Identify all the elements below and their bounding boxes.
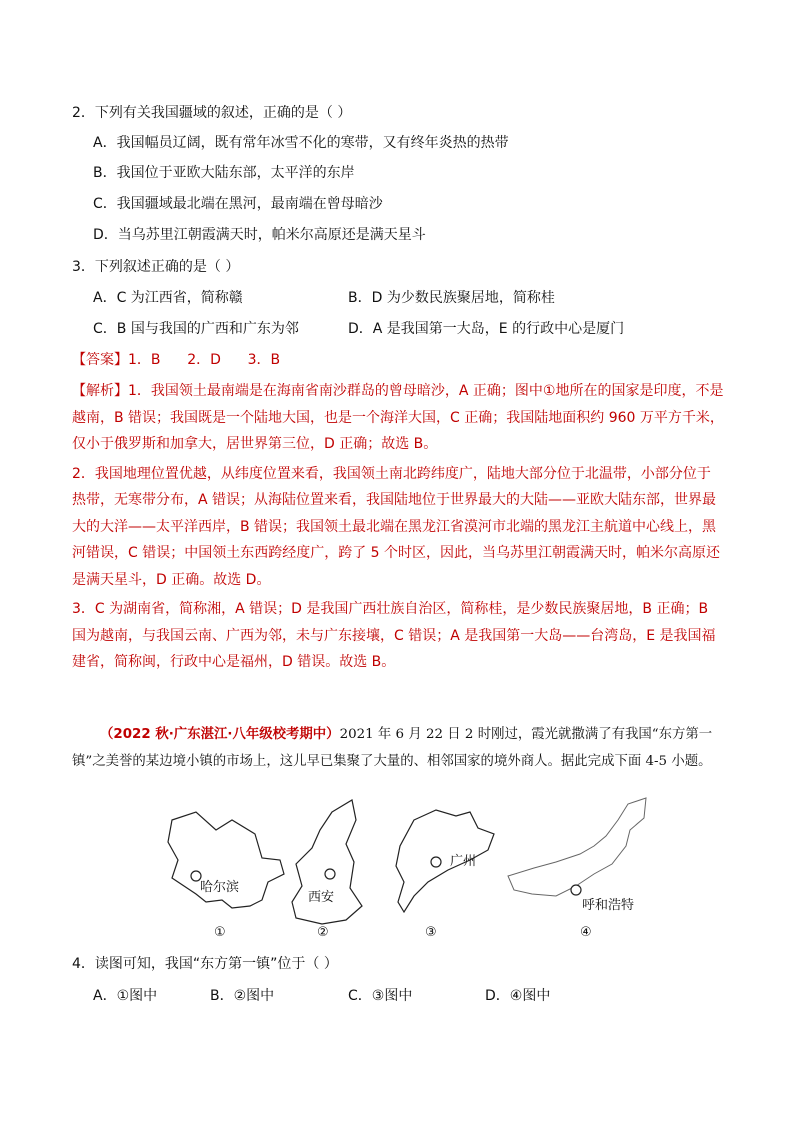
map-label-hohhot: 呼和浩特	[582, 898, 635, 913]
analysis-p1: 【解析】1．我国领土最南端是在海南省南沙群岛的曾母暗沙，A 正确；图中①地所在的国家是印度，不是越南，B 错误；我国既是一个陆地大国，也是一个海洋大国，C 正确；我国陆地面积约 960 万平方千米，仅小于俄罗斯和加拿大，居世界第三位，D 正确；故选 B。	[72, 383, 724, 452]
q3-option-d: D．A 是我国第一大岛，E 的行政中心是厦门	[348, 321, 625, 337]
map-number-3: ③	[425, 925, 437, 940]
q3-option-c: C．B 国与我国的广西和广东为邻	[93, 321, 299, 337]
map-label-guangzhou: 广州	[450, 854, 477, 869]
q4-option-a: A．①图中	[93, 988, 158, 1004]
analysis-block	[72, 378, 724, 676]
map-number-4: ④	[580, 925, 592, 940]
q2-option-b: B．我国位于亚欧大陆东部，太平洋的东岸	[93, 165, 355, 181]
q2-option-a: A．我国幅员辽阔，既有常年冰雪不化的寒带，又有终年炎热的热带	[93, 135, 509, 151]
map-number-2: ②	[317, 925, 329, 940]
map-guangdong	[396, 810, 494, 912]
answer-line	[72, 350, 280, 370]
map-inner-mongolia	[508, 798, 646, 896]
q2-option-d: D．当乌苏里江朝霞满天时，帕米尔高原还是满天星斗	[93, 227, 426, 243]
province-maps	[0, 790, 794, 950]
q2-option-c: C．我国疆域最北端在黑河，最南端在曾母暗沙	[93, 196, 383, 212]
q4-stem: 4．读图可知，我国“东方第一镇”位于（ ）	[72, 956, 338, 972]
material-intro	[72, 722, 724, 775]
q3-option-b: B．D 为少数民族聚居地，简称桂	[348, 290, 555, 306]
analysis-label: 【解析】	[72, 383, 128, 399]
intro-text: 2021 年 6 月 22 日 2 时刚过，霞光就撒满了有我国“东方第一镇”之美誉的某边境小镇的市场上，这儿早已集聚了大量的、相邻国家的境外商人。据此完成下面 4-5 小题。	[72, 727, 713, 769]
analysis-p3: 3．C 为湖南省，简称湘，A 错误；D 是我国广西壮族自治区，简称桂，是少数民族聚居地，B 正确；B 国为越南，与我国云南、广西为邻，未与广东接壤，C 错误；A 是我国第一大岛——台湾岛，E 是我国福建省，简称闽，行政中心是福州，D 错误。故选 B。	[72, 601, 716, 670]
q3-stem: 3．下列叙述正确的是（ ）	[72, 259, 240, 275]
map-label-xian: 西安	[308, 890, 335, 905]
maps-svg	[0, 790, 794, 950]
map-shaanxi	[292, 800, 362, 924]
map-label-harbin: 哈尔滨	[200, 880, 240, 895]
map-number-1: ①	[214, 925, 226, 940]
answer-label: 【答案】	[72, 352, 128, 368]
source-label: （2022 秋·广东湛江·八年级校考期中）	[100, 727, 340, 742]
answer-text: 1．B 2．D 3．B	[128, 352, 281, 368]
analysis-p2: 2．我国地理位置优越，从纬度位置来看，我国领土南北跨纬度广，陆地大部分位于北温带，小部分位于热带，无寒带分布，A 错误；从海陆位置来看，我国陆地位于世界最大的大陆——亚欧大陆东部，世界最大的大洋——太平洋西岸，B 错误；我国领土最北端在黑龙江省漠河市北端的黑龙江主航道中心线上，黑河错误，C 错误；中国领土东西跨经度广，跨了 5 个时区，因此，当乌苏里江朝霞满天时，帕米尔高原还是满天星斗，D 正确。故选 D。	[72, 465, 721, 588]
q4-option-d: D．④图中	[485, 988, 551, 1004]
q4-option-b: B．②图中	[210, 988, 275, 1004]
q4-option-c: C．③图中	[348, 988, 413, 1004]
q3-option-a: A．C 为江西省，简称赣	[93, 290, 243, 306]
q2-stem: 2．下列有关我国疆域的叙述，正确的是（ ）	[72, 105, 352, 121]
